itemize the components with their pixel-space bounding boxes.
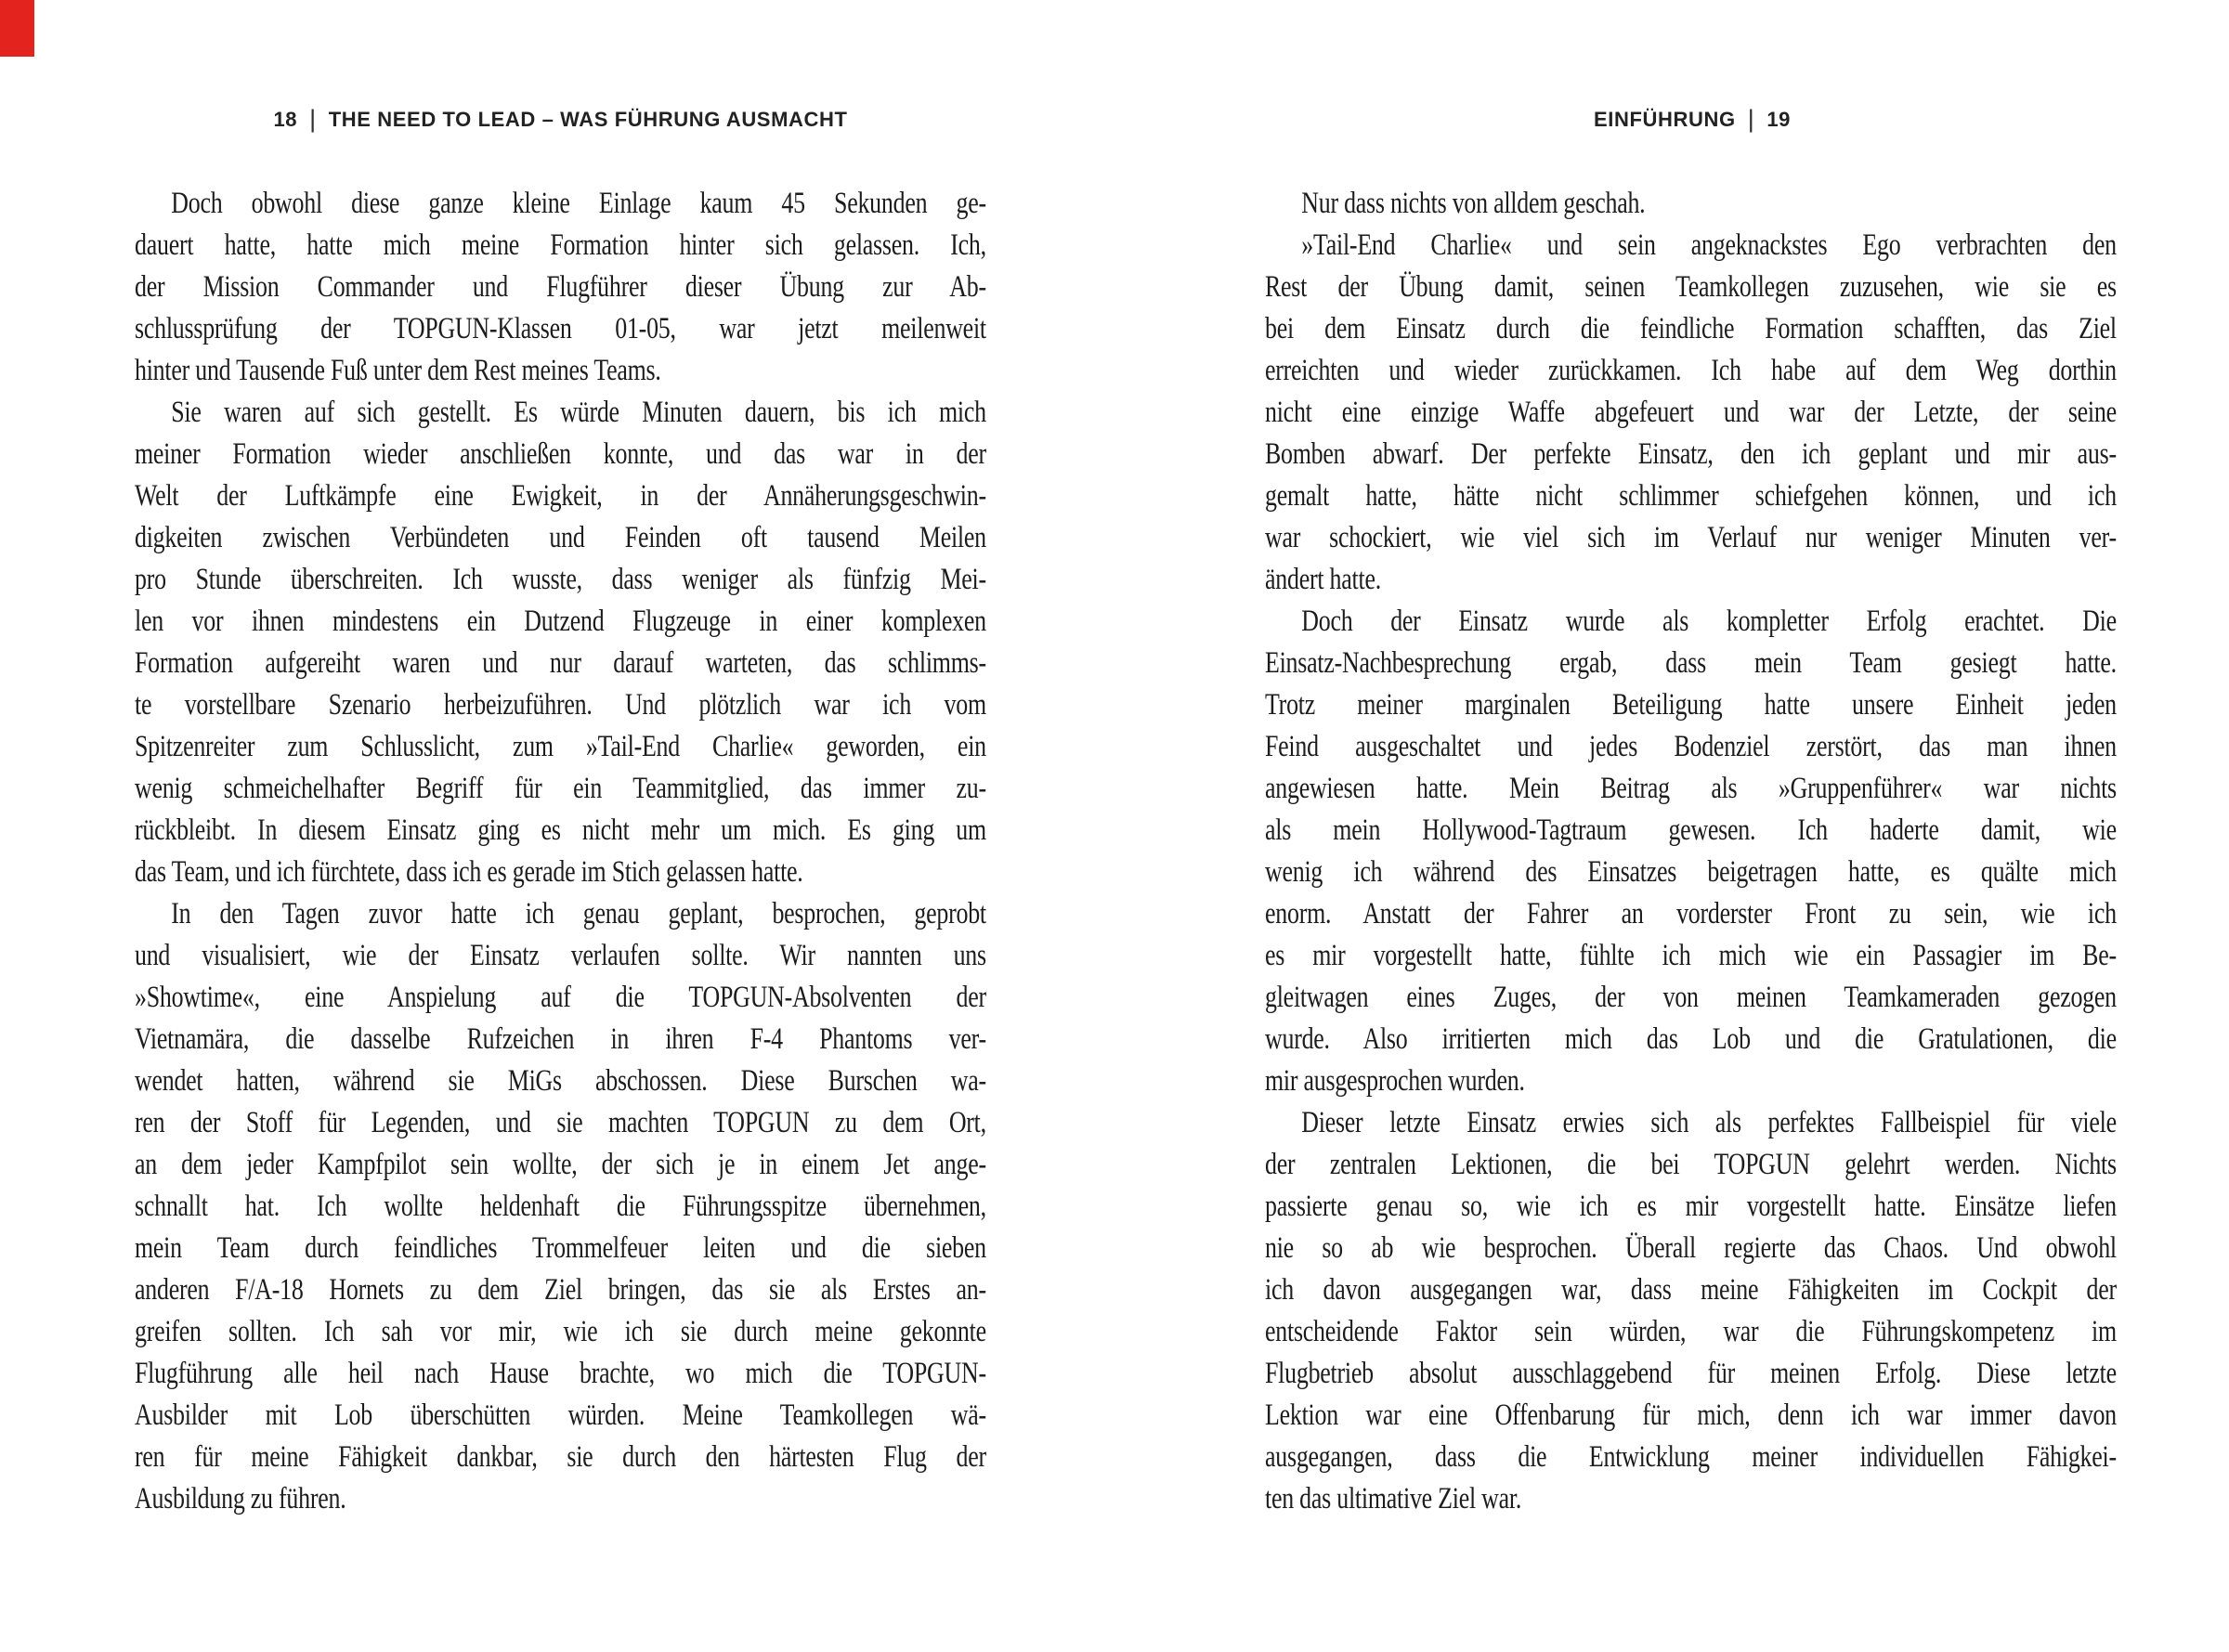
header-separator: | — [309, 105, 317, 133]
text-line: ich davon ausgegangen war, dass meine Fähigkeiten im Cockpit der — [1265, 1273, 2117, 1307]
running-head-left — [135, 104, 986, 132]
text-line: das Team, und ich fürchtete, dass ich es gerade im Stich gelassen hatte. — [135, 855, 803, 889]
text-line: bei dem Einsatz durch die feindliche Formation schafften, das Ziel — [1265, 312, 2117, 345]
text-line: es mir vorgestellt hatte, fühlte ich mich wie ein Passagier im Be- — [1265, 939, 2117, 972]
text-line: Ausbilder mit Lob überschütten würden. Meine Teamkollegen wä- — [135, 1398, 986, 1432]
red-corner-mark — [0, 0, 34, 57]
text-line: Dieser letzte Einsatz erwies sich als perfektes Fallbeispiel für viele — [1301, 1106, 2117, 1139]
text-line: erreichten und wieder zurückkamen. Ich habe auf dem Weg dorthin — [1265, 354, 2117, 387]
text-line: dauert hatte, hatte mich meine Formation hinter sich gelassen. Ich, — [135, 228, 986, 262]
text-line: Lektion war eine Offenbarung für mich, denn ich war immer davon — [1265, 1398, 2117, 1432]
text-line: ren für meine Fähigkeit dankbar, sie durch den härtesten Flug der — [135, 1440, 986, 1474]
text-line: enorm. Anstatt der Fahrer an vorderster Front zu sein, wie ich — [1265, 897, 2117, 930]
text-line: ausgegangen, dass die Entwicklung meiner individuellen Fähigkei- — [1265, 1440, 2117, 1474]
text-line: und visualisiert, wie der Einsatz verlaufen sollte. Wir nannten uns — [135, 939, 986, 972]
text-line: mein Team durch feindliches Trommelfeuer leiten und die sieben — [135, 1231, 986, 1265]
text-line: ändert hatte. — [1265, 563, 1381, 596]
text-line: Flugbetrieb absolut ausschlaggebend für meinen Erfolg. Diese letzte — [1265, 1357, 2117, 1390]
text-line: entscheidende Faktor sein würden, war die Führungskompetenz im — [1265, 1315, 2117, 1348]
text-line: ren der Stoff für Legenden, und sie machten TOPGUN zu dem Ort, — [135, 1106, 986, 1139]
text-line: Welt der Luftkämpfe eine Ewigkeit, in der Annäherungsgeschwin- — [135, 479, 986, 513]
paragraph — [1265, 601, 2117, 1102]
text-line: wenig schmeichelhafter Begriff für ein Teammitglied, das immer zu- — [135, 772, 986, 805]
text-line: len vor ihnen mindestens ein Dutzend Flugzeuge in einer komplexen — [135, 605, 986, 638]
text-line: Einsatz-Nachbesprechung ergab, dass mein Team gesiegt hatte. — [1265, 646, 2117, 680]
text-line: als mein Hollywood-Tagtraum gewesen. Ich haderte damit, wie — [1265, 813, 2117, 847]
page-text-left — [135, 183, 986, 1520]
paragraph — [1265, 183, 2117, 225]
text-line: »Showtime«, eine Anspielung auf die TOPGUN-Absolventen der — [135, 981, 986, 1014]
text-line: mir ausgesprochen wurden. — [1265, 1064, 1525, 1098]
page-number: 18 — [273, 108, 298, 131]
text-line: greifen sollten. Ich sah vor mir, wie ich sie durch meine gekonnte — [135, 1315, 986, 1348]
text-line: nicht eine einzige Waffe abgefeuert und war der Letzte, der seine — [1265, 396, 2117, 429]
text-line: Ausbildung zu führen. — [135, 1482, 346, 1515]
text-line: Nur dass nichts von alldem geschah. — [1301, 187, 1646, 220]
text-line: Doch obwohl diese ganze kleine Einlage kaum 45 Sekunden ge- — [171, 187, 986, 220]
running-title: EINFÜHRUNG — [1594, 108, 1736, 131]
text-line: Formation aufgereiht waren und nur darauf warteten, das schlimms- — [135, 646, 986, 680]
running-title: THE NEED TO LEAD – WAS FÜHRUNG AUSMACHT — [328, 108, 848, 131]
text-line: te vorstellbare Szenario herbeizuführen. Und plötzlich war ich vom — [135, 688, 986, 722]
page-number: 19 — [1766, 108, 1791, 131]
text-line: anderen F/A-18 Hornets zu dem Ziel bringen, das sie als Erstes an- — [135, 1273, 986, 1307]
text-line: Flugführung alle heil nach Hause brachte, wo mich die TOPGUN- — [135, 1357, 986, 1390]
text-line: war schockiert, wie viel sich im Verlauf nur weniger Minuten ver- — [1265, 521, 2117, 554]
text-line: digkeiten zwischen Verbündeten und Feinden oft tausend Meilen — [135, 521, 986, 554]
text-line: meiner Formation wieder anschließen konnte, und das war in der — [135, 437, 986, 471]
text-line: wendet hatten, während sie MiGs abschossen. Diese Burschen wa- — [135, 1064, 986, 1098]
text-line: Bomben abwarf. Der perfekte Einsatz, den ich geplant und mir aus- — [1265, 437, 2117, 471]
text-line: der zentralen Lektionen, die bei TOPGUN gelehrt werden. Nichts — [1265, 1148, 2117, 1181]
text-line: »Tail-End Charlie« und sein angeknackstes Ego verbrachten den — [1301, 228, 2117, 262]
text-line: Feind ausgeschaltet und jedes Bodenziel zerstört, das man ihnen — [1265, 730, 2117, 763]
text-line: Trotz meiner marginalen Beteiligung hatte unsere Einheit jeden — [1265, 688, 2117, 722]
text-line: schnallt hat. Ich wollte heldenhaft die Führungsspitze übernehmen, — [135, 1190, 986, 1223]
text-line: hinter und Tausende Fuß unter dem Rest meines Teams. — [135, 354, 661, 387]
text-line: Spitzenreiter zum Schlusslicht, zum »Tail-End Charlie« geworden, ein — [135, 730, 986, 763]
text-line: passierte genau so, wie ich es mir vorgestellt hatte. Einsätze liefen — [1265, 1190, 2117, 1223]
text-line: an dem jeder Kampfpilot sein wollte, der sich je in einem Jet ange- — [135, 1148, 986, 1181]
text-line: wurde. Also irritierten mich das Lob und die Gratulationen, die — [1265, 1022, 2117, 1056]
paragraph — [135, 392, 986, 893]
page-text-right — [1265, 183, 2117, 1520]
running-head-right — [1265, 104, 2119, 132]
text-line: pro Stunde überschreiten. Ich wusste, dass weniger als fünfzig Mei- — [135, 563, 986, 596]
text-line: gemalt hatte, hätte nicht schlimmer schiefgehen können, und ich — [1265, 479, 2117, 513]
text-line: der Mission Commander und Flugführer dieser Übung zur Ab- — [135, 270, 986, 304]
text-line: angewiesen hatte. Mein Beitrag als »Gruppenführer« war nichts — [1265, 772, 2117, 805]
text-line: Rest der Übung damit, seinen Teamkollegen zuzusehen, wie sie es — [1265, 270, 2117, 304]
text-line: rückbleibt. In diesem Einsatz ging es nicht mehr um mich. Es ging um — [135, 813, 986, 847]
text-line: Sie waren auf sich gestellt. Es würde Minuten dauern, bis ich mich — [171, 396, 986, 429]
text-line: Vietnamära, die dasselbe Rufzeichen in ihren F-4 Phantoms ver- — [135, 1022, 986, 1056]
paragraph — [1265, 225, 2117, 601]
text-line: ten das ultimative Ziel war. — [1265, 1482, 1522, 1515]
text-line: nie so ab wie besprochen. Überall regierte das Chaos. Und obwohl — [1265, 1231, 2117, 1265]
text-line: gleitwagen eines Zuges, der von meinen Teamkameraden gezogen — [1265, 981, 2117, 1014]
text-line: In den Tagen zuvor hatte ich genau geplant, besprochen, geprobt — [171, 897, 986, 930]
header-separator: | — [1747, 105, 1755, 133]
text-line: wenig ich während des Einsatzes beigetragen hatte, es quälte mich — [1265, 855, 2117, 889]
text-line: Doch der Einsatz wurde als kompletter Erfolg erachtet. Die — [1301, 605, 2117, 638]
paragraph — [135, 893, 986, 1520]
text-line: schlussprüfung der TOPGUN-Klassen 01-05, war jetzt meilenweit — [135, 312, 986, 345]
paragraph — [135, 183, 986, 392]
paragraph — [1265, 1102, 2117, 1520]
